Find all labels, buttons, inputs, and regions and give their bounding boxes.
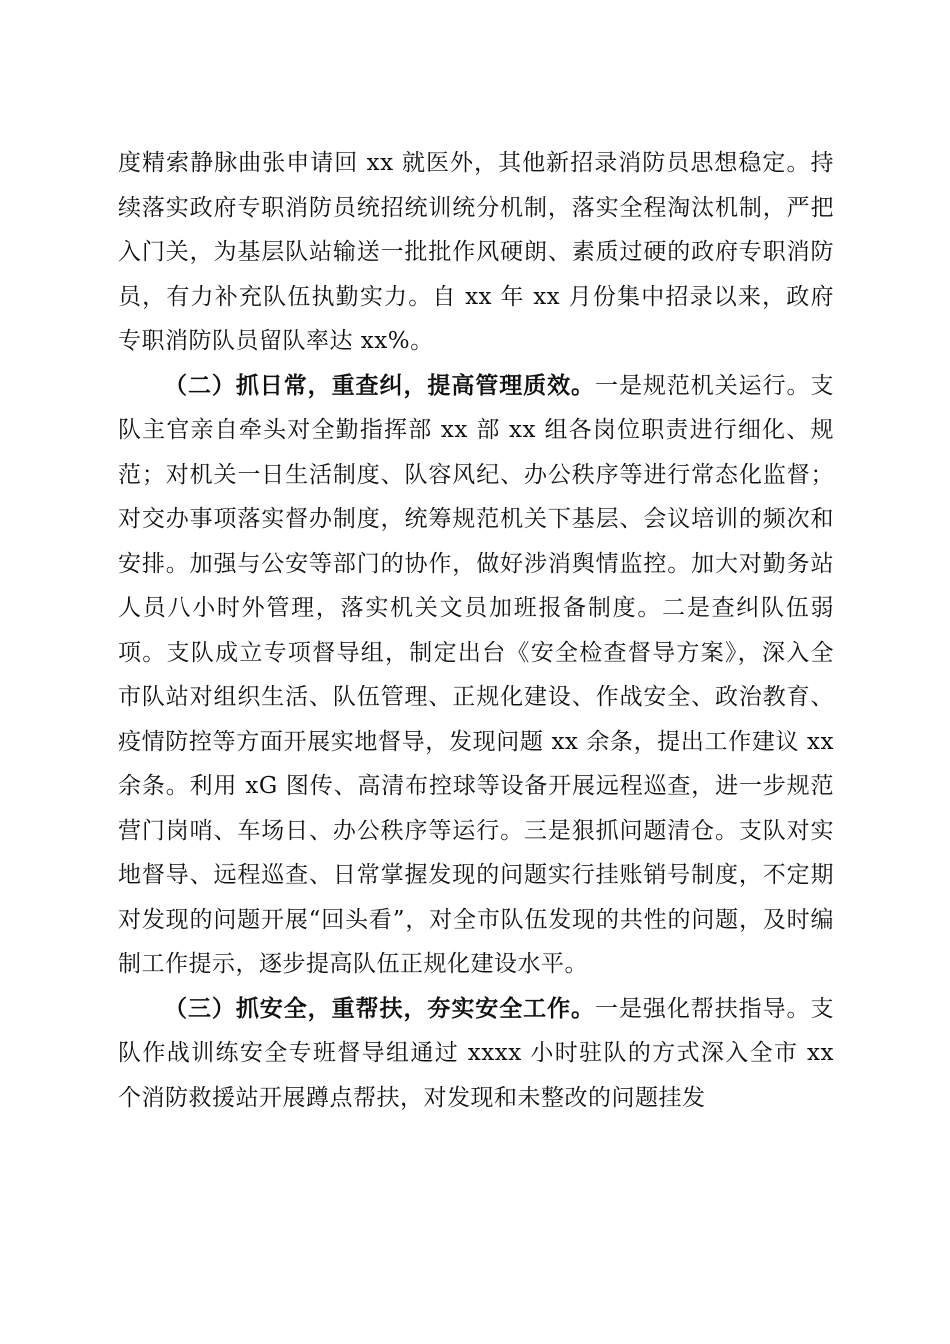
paragraph-section-2	[118, 364, 834, 987]
paragraph-section-3	[118, 987, 834, 1121]
section-heading: （三）抓安全，重帮扶，夯实安全工作。	[164, 995, 595, 1022]
paragraph-body: 一是规范机关运行。支队主官亲自牵头对全勤指挥部 xx 部 xx 组各岗位职责进行细化、规范；对机关一日生活制度、队容风纪、办公秩序等进行常态化监督；对交办事项落实督办制度，统筹规范机关下基层、会议培训的频次和安排。加强与公安等部门的协作，做好涉消舆情监控。加大对勤务站人员八小时外管理，落实机关文员加班报备制度。二是查纠队伍弱项。支队成立专项督导组，制定出台《安全检查督导方案》，深入全市队站对组织生活、队伍管理、正规化建设、作战安全、政治教育、疫情防控等方面开展实地督导，发现问题 xx 余条，提出工作建议 xx 余条。利用 xG 图传、高清布控球等设备开展远程巡查，进一步规范营门岗哨、车场日、办公秩序等运行。三是狠抓问题清仓。支队对实地督导、远程巡查、日常掌握发现的问题实行挂账销号制度，不定期对发现的问题开展“回头看”，对全市队伍发现的共性的问题，及时编制工作提示，逐步提高队伍正规化建设水平。	[118, 372, 835, 977]
paragraph-continuation	[118, 141, 834, 364]
document-page	[118, 141, 834, 1120]
paragraph-body: 一是强化帮扶指导。支队作战训练安全专班督导组通过 xxxx 小时驻队的方式深入全市 xx 个消防救援站开展蹲点帮扶，对发现和未整改的问题挂发	[118, 995, 835, 1111]
paragraph-body: 度精索静脉曲张申请回 xx 就医外，其他新招录消防员思想稳定。持续落实政府专职消防员统招统训统分机制，落实全程淘汰机制，严把入门关，为基层队站输送一批批作风硬朗、素质过硬的政府专职消防员，有力补充队伍执勤实力。自 xx 年 xx 月份集中招录以来，政府专职消防队员留队率达 xx%。	[118, 150, 834, 354]
section-heading: （二）抓日常，重查纠，提高管理质效。	[164, 372, 595, 399]
